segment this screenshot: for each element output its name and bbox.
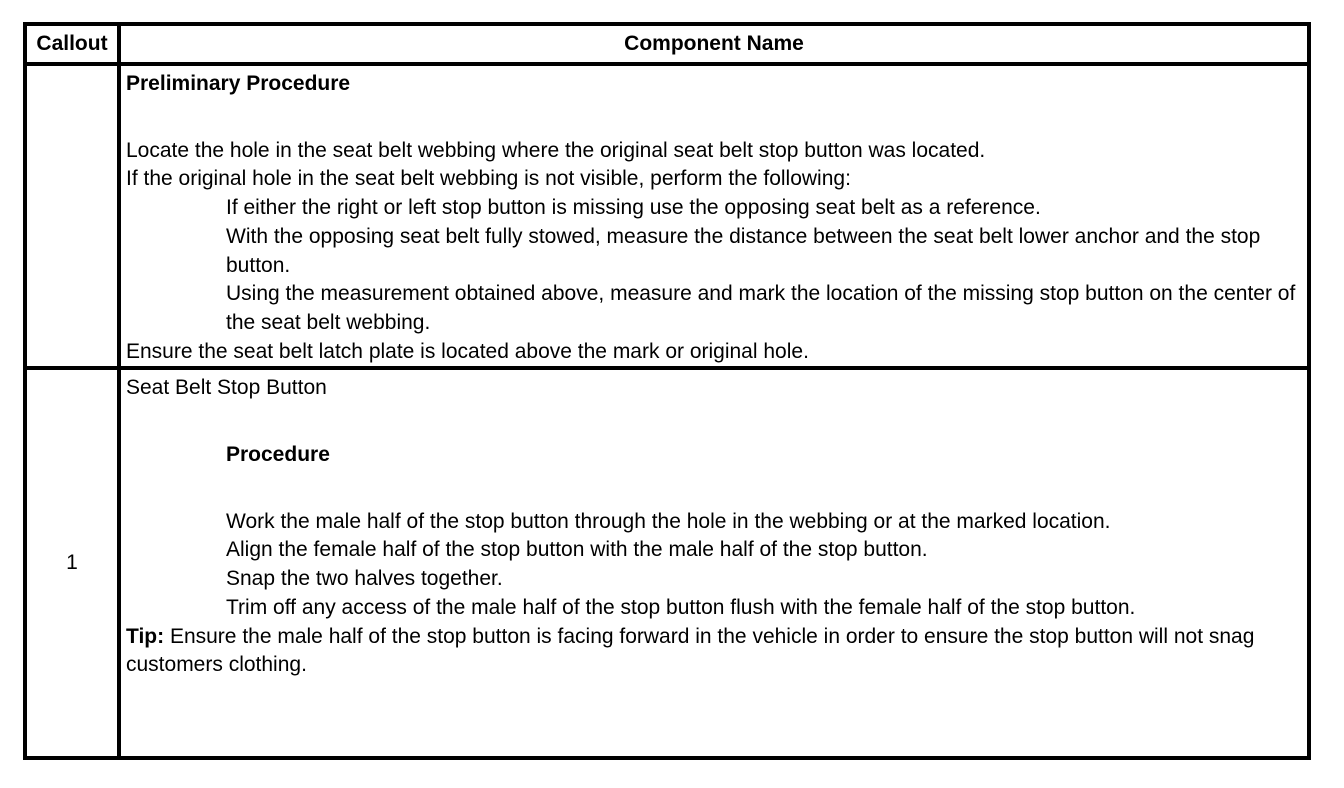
component-name-header: Component Name — [119, 24, 1309, 64]
preliminary-substep: Using the measurement obtained above, measure and mark the location of the missing stop button on the center of the seat belt webbing. — [226, 282, 1296, 334]
preliminary-final-step: Ensure the seat belt latch plate is located above the mark or original hole. — [126, 339, 809, 363]
item-content-cell — [119, 368, 1309, 758]
component-name: Seat Belt Stop Button — [126, 376, 327, 400]
procedure-step: Align the female half of the stop button with the male half of the stop button. — [226, 538, 928, 562]
procedure-title: Procedure — [226, 443, 330, 467]
header-row — [25, 24, 1309, 64]
preliminary-substep: If either the right or left stop button is missing use the opposing seat belt as a reference. — [226, 196, 1041, 220]
item-row — [25, 368, 1309, 758]
preliminary-step: Locate the hole in the seat belt webbing where the original seat belt stop button was located. — [126, 138, 986, 162]
procedure-step: Work the male half of the stop button through the hole in the webbing or at the marked location. — [226, 509, 1111, 533]
item-callout-number: 1 — [25, 368, 119, 758]
tip-text: Ensure the male half of the stop button is facing forward in the vehicle in order to ensure the stop button will not snag customers clothing. — [126, 624, 1255, 677]
preliminary-row — [25, 64, 1309, 368]
procedure-table — [23, 22, 1311, 760]
preliminary-step: If the original hole in the seat belt webbing is not visible, perform the following: — [126, 167, 851, 191]
preliminary-title: Preliminary Procedure — [126, 72, 351, 95]
tip-note — [126, 623, 1301, 680]
procedure-step: Snap the two halves together. — [226, 567, 503, 591]
procedure-step: Trim off any access of the male half of the stop button flush with the female half of the stop button. — [226, 595, 1136, 619]
preliminary-callout-cell — [25, 64, 119, 368]
tip-label: Tip: — [126, 624, 165, 648]
preliminary-substep: With the opposing seat belt fully stowed, measure the distance between the seat belt lower anchor and the stop button. — [226, 224, 1261, 277]
callout-header: Callout — [25, 24, 119, 64]
preliminary-content-cell — [119, 64, 1309, 368]
